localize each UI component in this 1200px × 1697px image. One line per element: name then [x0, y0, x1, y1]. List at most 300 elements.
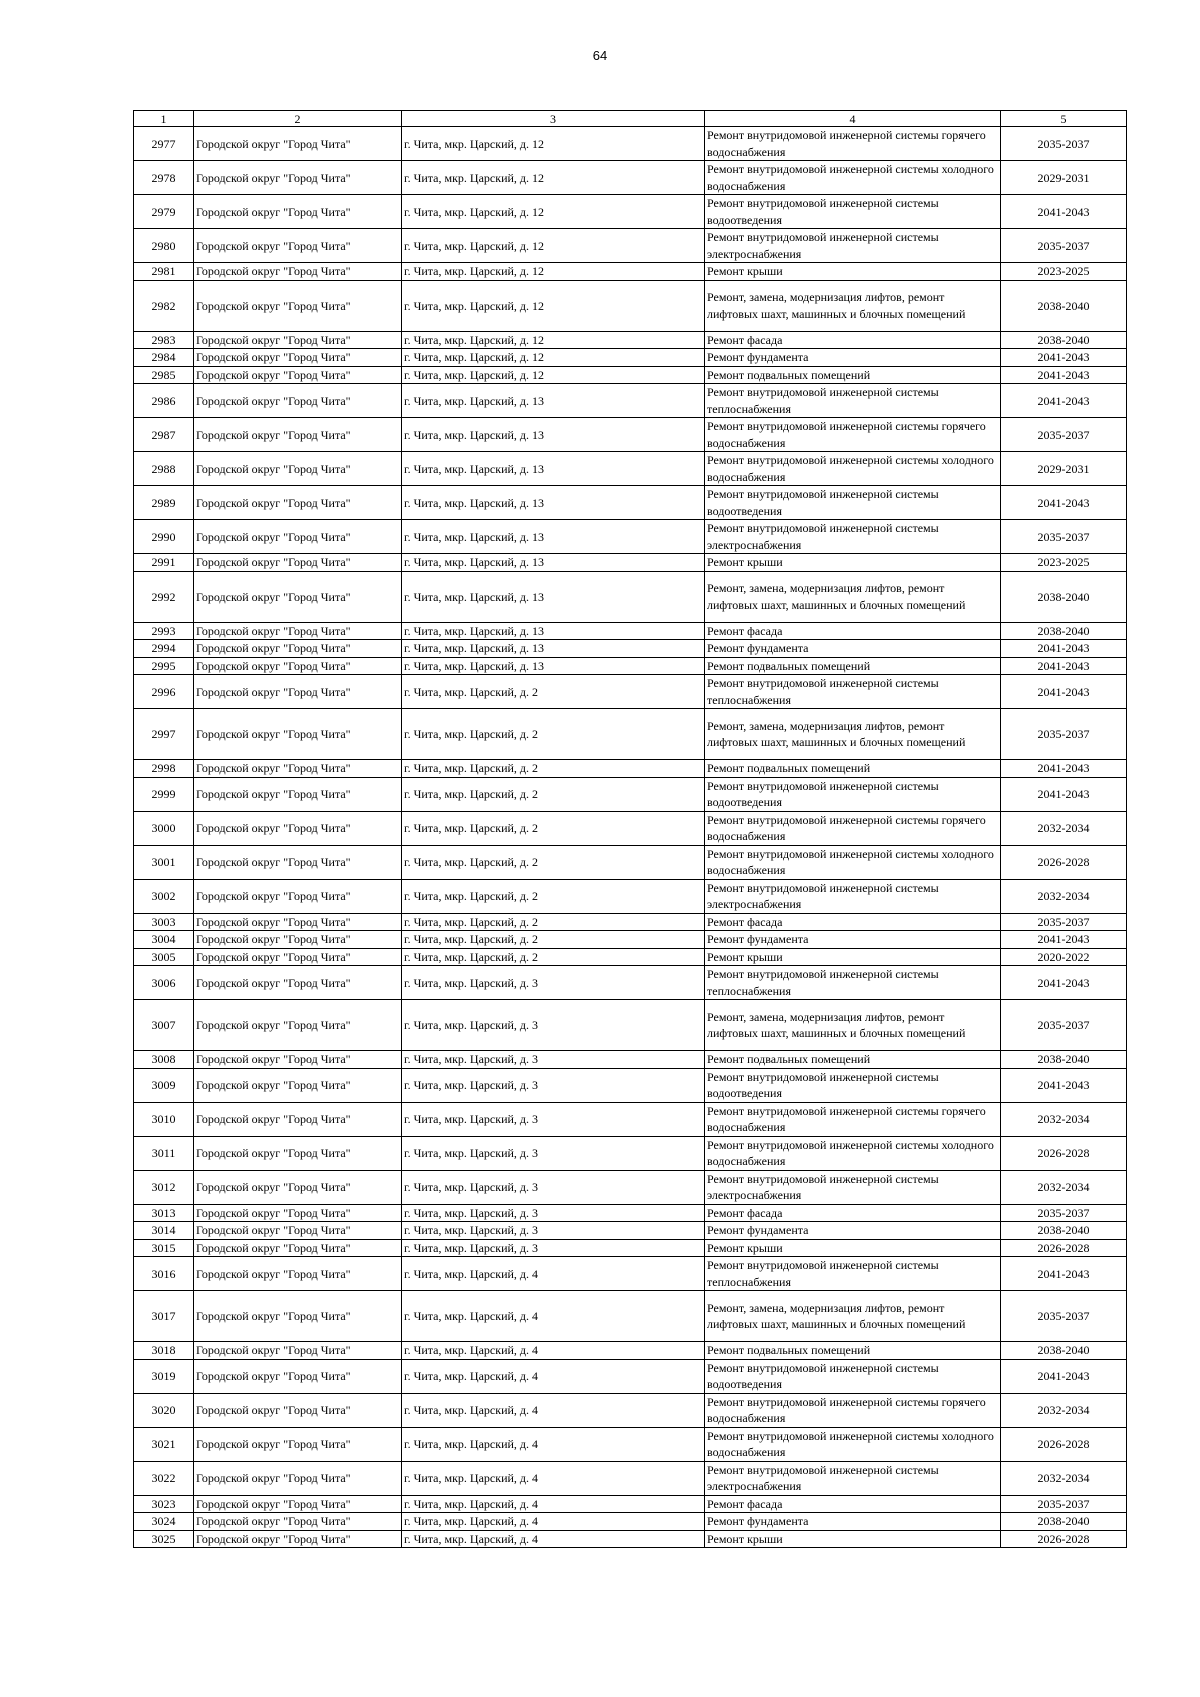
period-cell: 2041-2043	[1001, 1257, 1127, 1291]
period-cell: 2038-2040	[1001, 280, 1127, 331]
address-cell: г. Чита, мкр. Царский, д. 4	[402, 1393, 705, 1427]
municipality-cell: Городской округ "Город Чита"	[194, 1257, 402, 1291]
table-row	[134, 1359, 1127, 1393]
row-number-cell: 2996	[134, 675, 194, 709]
work-type-cell: Ремонт внутридомовой инженерной системы холодного водоснабжения	[705, 1136, 1001, 1170]
work-type-cell: Ремонт внутридомовой инженерной системы горячего водоснабжения	[705, 418, 1001, 452]
address-cell: г. Чита, мкр. Царский, д. 4	[402, 1291, 705, 1342]
work-type-cell: Ремонт внутридомовой инженерной системы электроснабжения	[705, 1170, 1001, 1204]
work-type-cell: Ремонт, замена, модернизация лифтов, ремонт лифтовых шахт, машинных и блочных помещений	[705, 1291, 1001, 1342]
row-number-cell: 2984	[134, 349, 194, 367]
table-row	[134, 1222, 1127, 1240]
period-cell: 2026-2028	[1001, 1530, 1127, 1548]
row-number-cell: 3019	[134, 1359, 194, 1393]
address-cell: г. Чита, мкр. Царский, д. 13	[402, 622, 705, 640]
column-header-2: 2	[194, 111, 402, 127]
municipality-cell: Городской округ "Город Чита"	[194, 879, 402, 913]
address-cell: г. Чита, мкр. Царский, д. 12	[402, 161, 705, 195]
row-number-cell: 3015	[134, 1239, 194, 1257]
table-row	[134, 1461, 1127, 1495]
work-type-cell: Ремонт крыши	[705, 1239, 1001, 1257]
table-row	[134, 554, 1127, 572]
address-cell: г. Чита, мкр. Царский, д. 13	[402, 452, 705, 486]
address-cell: г. Чита, мкр. Царский, д. 2	[402, 845, 705, 879]
column-header-1: 1	[134, 111, 194, 127]
table-row	[134, 280, 1127, 331]
address-cell: г. Чита, мкр. Царский, д. 4	[402, 1427, 705, 1461]
address-cell: г. Чита, мкр. Царский, д. 12	[402, 331, 705, 349]
address-cell: г. Чита, мкр. Царский, д. 13	[402, 486, 705, 520]
table-row	[134, 1068, 1127, 1102]
row-number-cell: 2979	[134, 195, 194, 229]
period-cell: 2032-2034	[1001, 811, 1127, 845]
table-row	[134, 1342, 1127, 1360]
work-type-cell: Ремонт внутридомовой инженерной системы горячего водоснабжения	[705, 1102, 1001, 1136]
municipality-cell: Городской округ "Город Чита"	[194, 384, 402, 418]
period-cell: 2032-2034	[1001, 1102, 1127, 1136]
municipality-cell: Городской округ "Город Чита"	[194, 161, 402, 195]
work-type-cell: Ремонт, замена, модернизация лифтов, ремонт лифтовых шахт, машинных и блочных помещений	[705, 571, 1001, 622]
municipality-cell: Городской округ "Город Чита"	[194, 1204, 402, 1222]
row-number-cell: 3000	[134, 811, 194, 845]
address-cell: г. Чита, мкр. Царский, д. 2	[402, 948, 705, 966]
table-row	[134, 1239, 1127, 1257]
table-row	[134, 760, 1127, 778]
period-cell: 2041-2043	[1001, 486, 1127, 520]
address-cell: г. Чита, мкр. Царский, д. 13	[402, 384, 705, 418]
table-row	[134, 1427, 1127, 1461]
table-row	[134, 349, 1127, 367]
address-cell: г. Чита, мкр. Царский, д. 2	[402, 709, 705, 760]
address-cell: г. Чита, мкр. Царский, д. 2	[402, 913, 705, 931]
address-cell: г. Чита, мкр. Царский, д. 2	[402, 879, 705, 913]
table-row	[134, 913, 1127, 931]
work-type-cell: Ремонт фундамента	[705, 1513, 1001, 1531]
municipality-cell: Городской округ "Город Чита"	[194, 948, 402, 966]
address-cell: г. Чита, мкр. Царский, д. 13	[402, 640, 705, 658]
table-row	[134, 1136, 1127, 1170]
address-cell: г. Чита, мкр. Царский, д. 3	[402, 1222, 705, 1240]
table-row	[134, 777, 1127, 811]
row-number-cell: 2999	[134, 777, 194, 811]
period-cell: 2041-2043	[1001, 366, 1127, 384]
address-cell: г. Чита, мкр. Царский, д. 3	[402, 1102, 705, 1136]
table-row	[134, 229, 1127, 263]
table-row	[134, 1291, 1127, 1342]
work-type-cell: Ремонт крыши	[705, 1530, 1001, 1548]
municipality-cell: Городской округ "Город Чита"	[194, 486, 402, 520]
table-row	[134, 366, 1127, 384]
period-cell: 2029-2031	[1001, 452, 1127, 486]
row-number-cell: 3020	[134, 1393, 194, 1427]
row-number-cell: 3013	[134, 1204, 194, 1222]
municipality-cell: Городской округ "Город Чита"	[194, 1222, 402, 1240]
row-number-cell: 2997	[134, 709, 194, 760]
period-cell: 2035-2037	[1001, 127, 1127, 161]
work-type-cell: Ремонт фундамента	[705, 931, 1001, 949]
municipality-cell: Городской округ "Город Чита"	[194, 622, 402, 640]
period-cell: 2035-2037	[1001, 913, 1127, 931]
work-type-cell: Ремонт фундамента	[705, 349, 1001, 367]
municipality-cell: Городской округ "Город Чита"	[194, 1291, 402, 1342]
period-cell: 2041-2043	[1001, 966, 1127, 1000]
work-type-cell: Ремонт внутридомовой инженерной системы водоотведения	[705, 486, 1001, 520]
row-number-cell: 2985	[134, 366, 194, 384]
address-cell: г. Чита, мкр. Царский, д. 3	[402, 1051, 705, 1069]
table-row	[134, 966, 1127, 1000]
work-type-cell: Ремонт внутридомовой инженерной системы электроснабжения	[705, 879, 1001, 913]
municipality-cell: Городской округ "Город Чита"	[194, 195, 402, 229]
period-cell: 2035-2037	[1001, 418, 1127, 452]
period-cell: 2035-2037	[1001, 709, 1127, 760]
address-cell: г. Чита, мкр. Царский, д. 2	[402, 811, 705, 845]
address-cell: г. Чита, мкр. Царский, д. 12	[402, 263, 705, 281]
row-number-cell: 2986	[134, 384, 194, 418]
work-type-cell: Ремонт внутридомовой инженерной системы теплоснабжения	[705, 966, 1001, 1000]
work-type-cell: Ремонт подвальных помещений	[705, 1051, 1001, 1069]
table-row	[134, 1393, 1127, 1427]
municipality-cell: Городской округ "Город Чита"	[194, 1495, 402, 1513]
address-cell: г. Чита, мкр. Царский, д. 13	[402, 520, 705, 554]
municipality-cell: Городской округ "Город Чита"	[194, 1051, 402, 1069]
row-number-cell: 3023	[134, 1495, 194, 1513]
table-row	[134, 418, 1127, 452]
table-row	[134, 1513, 1127, 1531]
work-type-cell: Ремонт внутридомовой инженерной системы водоотведения	[705, 777, 1001, 811]
work-type-cell: Ремонт внутридомовой инженерной системы теплоснабжения	[705, 1257, 1001, 1291]
work-type-cell: Ремонт внутридомовой инженерной системы холодного водоснабжения	[705, 161, 1001, 195]
municipality-cell: Городской округ "Город Чита"	[194, 349, 402, 367]
table-row	[134, 709, 1127, 760]
row-number-cell: 3006	[134, 966, 194, 1000]
work-type-cell: Ремонт фундамента	[705, 640, 1001, 658]
municipality-cell: Городской округ "Город Чита"	[194, 331, 402, 349]
municipality-cell: Городской округ "Город Чита"	[194, 1393, 402, 1427]
period-cell: 2023-2025	[1001, 263, 1127, 281]
table-row	[134, 571, 1127, 622]
table-row	[134, 879, 1127, 913]
row-number-cell: 3010	[134, 1102, 194, 1136]
address-cell: г. Чита, мкр. Царский, д. 12	[402, 127, 705, 161]
work-type-cell: Ремонт фасада	[705, 913, 1001, 931]
table-row	[134, 195, 1127, 229]
table-row	[134, 520, 1127, 554]
municipality-cell: Городской округ "Город Чита"	[194, 520, 402, 554]
table-row	[134, 127, 1127, 161]
municipality-cell: Городской округ "Город Чита"	[194, 1461, 402, 1495]
period-cell: 2041-2043	[1001, 777, 1127, 811]
period-cell: 2032-2034	[1001, 1170, 1127, 1204]
row-number-cell: 2981	[134, 263, 194, 281]
work-type-cell: Ремонт внутридомовой инженерной системы водоотведения	[705, 1359, 1001, 1393]
address-cell: г. Чита, мкр. Царский, д. 4	[402, 1461, 705, 1495]
municipality-cell: Городской округ "Город Чита"	[194, 913, 402, 931]
table-row	[134, 640, 1127, 658]
work-type-cell: Ремонт внутридомовой инженерной системы электроснабжения	[705, 520, 1001, 554]
period-cell: 2041-2043	[1001, 760, 1127, 778]
row-number-cell: 2988	[134, 452, 194, 486]
row-number-cell: 3017	[134, 1291, 194, 1342]
work-type-cell: Ремонт фундамента	[705, 1222, 1001, 1240]
address-cell: г. Чита, мкр. Царский, д. 13	[402, 657, 705, 675]
period-cell: 2035-2037	[1001, 1291, 1127, 1342]
row-number-cell: 3005	[134, 948, 194, 966]
municipality-cell: Городской округ "Город Чита"	[194, 280, 402, 331]
work-type-cell: Ремонт крыши	[705, 948, 1001, 966]
municipality-cell: Городской округ "Город Чита"	[194, 760, 402, 778]
work-type-cell: Ремонт, замена, модернизация лифтов, ремонт лифтовых шахт, машинных и блочных помещений	[705, 1000, 1001, 1051]
row-number-cell: 3011	[134, 1136, 194, 1170]
address-cell: г. Чита, мкр. Царский, д. 3	[402, 1000, 705, 1051]
period-cell: 2023-2025	[1001, 554, 1127, 572]
municipality-cell: Городской округ "Город Чита"	[194, 229, 402, 263]
table-row	[134, 486, 1127, 520]
work-type-cell: Ремонт внутридомовой инженерной системы водоотведения	[705, 195, 1001, 229]
municipality-cell: Городской округ "Город Чита"	[194, 845, 402, 879]
period-cell: 2035-2037	[1001, 520, 1127, 554]
row-number-cell: 2995	[134, 657, 194, 675]
address-cell: г. Чита, мкр. Царский, д. 3	[402, 1136, 705, 1170]
municipality-cell: Городской округ "Город Чита"	[194, 1427, 402, 1461]
row-number-cell: 3014	[134, 1222, 194, 1240]
column-header-5: 5	[1001, 111, 1127, 127]
municipality-cell: Городской округ "Город Чита"	[194, 1000, 402, 1051]
address-cell: г. Чита, мкр. Царский, д. 12	[402, 280, 705, 331]
address-cell: г. Чита, мкр. Царский, д. 4	[402, 1495, 705, 1513]
row-number-cell: 3018	[134, 1342, 194, 1360]
municipality-cell: Городской округ "Город Чита"	[194, 1342, 402, 1360]
address-cell: г. Чита, мкр. Царский, д. 4	[402, 1530, 705, 1548]
table-row	[134, 1000, 1127, 1051]
row-number-cell: 2977	[134, 127, 194, 161]
address-cell: г. Чита, мкр. Царский, д. 13	[402, 571, 705, 622]
period-cell: 2041-2043	[1001, 1359, 1127, 1393]
period-cell: 2032-2034	[1001, 1393, 1127, 1427]
period-cell: 2041-2043	[1001, 675, 1127, 709]
row-number-cell: 2989	[134, 486, 194, 520]
municipality-cell: Городской округ "Город Чита"	[194, 1239, 402, 1257]
work-type-cell: Ремонт внутридомовой инженерной системы электроснабжения	[705, 1461, 1001, 1495]
period-cell: 2041-2043	[1001, 195, 1127, 229]
table-header-row	[134, 111, 1127, 127]
address-cell: г. Чита, мкр. Царский, д. 4	[402, 1359, 705, 1393]
work-type-cell: Ремонт, замена, модернизация лифтов, ремонт лифтовых шахт, машинных и блочных помещений	[705, 709, 1001, 760]
work-type-cell: Ремонт, замена, модернизация лифтов, ремонт лифтовых шахт, машинных и блочных помещений	[705, 280, 1001, 331]
table-row	[134, 675, 1127, 709]
work-type-cell: Ремонт внутридомовой инженерной системы холодного водоснабжения	[705, 1427, 1001, 1461]
period-cell: 2029-2031	[1001, 161, 1127, 195]
work-type-cell: Ремонт крыши	[705, 263, 1001, 281]
row-number-cell: 3009	[134, 1068, 194, 1102]
table-row	[134, 331, 1127, 349]
municipality-cell: Городской округ "Город Чита"	[194, 966, 402, 1000]
table-row	[134, 1102, 1127, 1136]
row-number-cell: 3004	[134, 931, 194, 949]
address-cell: г. Чита, мкр. Царский, д. 2	[402, 675, 705, 709]
table-row	[134, 811, 1127, 845]
period-cell: 2026-2028	[1001, 1427, 1127, 1461]
table-row	[134, 452, 1127, 486]
row-number-cell: 3001	[134, 845, 194, 879]
period-cell: 2038-2040	[1001, 1342, 1127, 1360]
work-type-cell: Ремонт внутридомовой инженерной системы электроснабжения	[705, 229, 1001, 263]
table-row	[134, 1530, 1127, 1548]
table-row	[134, 931, 1127, 949]
period-cell: 2038-2040	[1001, 331, 1127, 349]
table-row	[134, 948, 1127, 966]
municipality-cell: Городской округ "Город Чита"	[194, 418, 402, 452]
address-cell: г. Чита, мкр. Царский, д. 4	[402, 1342, 705, 1360]
row-number-cell: 2983	[134, 331, 194, 349]
municipality-cell: Городской округ "Город Чита"	[194, 1170, 402, 1204]
address-cell: г. Чита, мкр. Царский, д. 12	[402, 349, 705, 367]
table-row	[134, 622, 1127, 640]
page-number: 64	[592, 48, 608, 63]
work-type-cell: Ремонт внутридомовой инженерной системы горячего водоснабжения	[705, 811, 1001, 845]
municipality-cell: Городской округ "Город Чита"	[194, 366, 402, 384]
work-type-cell: Ремонт внутридомовой инженерной системы холодного водоснабжения	[705, 845, 1001, 879]
address-cell: г. Чита, мкр. Царский, д. 2	[402, 760, 705, 778]
work-type-cell: Ремонт подвальных помещений	[705, 657, 1001, 675]
row-number-cell: 3008	[134, 1051, 194, 1069]
period-cell: 2026-2028	[1001, 845, 1127, 879]
table-row	[134, 1495, 1127, 1513]
municipality-cell: Городской округ "Город Чита"	[194, 127, 402, 161]
column-header-3: 3	[402, 111, 705, 127]
row-number-cell: 3021	[134, 1427, 194, 1461]
address-cell: г. Чита, мкр. Царский, д. 4	[402, 1513, 705, 1531]
municipality-cell: Городской округ "Город Чита"	[194, 709, 402, 760]
period-cell: 2038-2040	[1001, 1222, 1127, 1240]
row-number-cell: 2987	[134, 418, 194, 452]
period-cell: 2038-2040	[1001, 571, 1127, 622]
work-type-cell: Ремонт внутридомовой инженерной системы горячего водоснабжения	[705, 127, 1001, 161]
municipality-cell: Городской округ "Город Чита"	[194, 811, 402, 845]
table-row	[134, 161, 1127, 195]
row-number-cell: 2998	[134, 760, 194, 778]
period-cell: 2035-2037	[1001, 1000, 1127, 1051]
period-cell: 2038-2040	[1001, 1513, 1127, 1531]
row-number-cell: 2982	[134, 280, 194, 331]
municipality-cell: Городской округ "Город Чита"	[194, 675, 402, 709]
address-cell: г. Чита, мкр. Царский, д. 13	[402, 554, 705, 572]
work-type-cell: Ремонт внутридомовой инженерной системы теплоснабжения	[705, 675, 1001, 709]
row-number-cell: 2992	[134, 571, 194, 622]
period-cell: 2041-2043	[1001, 384, 1127, 418]
table-row	[134, 384, 1127, 418]
row-number-cell: 3012	[134, 1170, 194, 1204]
work-type-cell: Ремонт внутридомовой инженерной системы горячего водоснабжения	[705, 1393, 1001, 1427]
address-cell: г. Чита, мкр. Царский, д. 4	[402, 1257, 705, 1291]
address-cell: г. Чита, мкр. Царский, д. 3	[402, 1170, 705, 1204]
work-type-cell: Ремонт фасада	[705, 622, 1001, 640]
row-number-cell: 2991	[134, 554, 194, 572]
municipality-cell: Городской округ "Город Чита"	[194, 452, 402, 486]
period-cell: 2038-2040	[1001, 622, 1127, 640]
address-cell: г. Чита, мкр. Царский, д. 3	[402, 966, 705, 1000]
municipality-cell: Городской округ "Город Чита"	[194, 777, 402, 811]
work-type-cell: Ремонт внутридомовой инженерной системы водоотведения	[705, 1068, 1001, 1102]
row-number-cell: 2993	[134, 622, 194, 640]
period-cell: 2035-2037	[1001, 1204, 1127, 1222]
period-cell: 2032-2034	[1001, 879, 1127, 913]
address-cell: г. Чита, мкр. Царский, д. 2	[402, 931, 705, 949]
table-row	[134, 1051, 1127, 1069]
work-type-cell: Ремонт подвальных помещений	[705, 1342, 1001, 1360]
address-cell: г. Чита, мкр. Царский, д. 3	[402, 1068, 705, 1102]
address-cell: г. Чита, мкр. Царский, д. 3	[402, 1239, 705, 1257]
period-cell: 2041-2043	[1001, 931, 1127, 949]
table-row	[134, 657, 1127, 675]
period-cell: 2020-2022	[1001, 948, 1127, 966]
table-row	[134, 1204, 1127, 1222]
row-number-cell: 3003	[134, 913, 194, 931]
municipality-cell: Городской округ "Город Чита"	[194, 571, 402, 622]
work-type-cell: Ремонт подвальных помещений	[705, 366, 1001, 384]
work-type-cell: Ремонт фасада	[705, 1495, 1001, 1513]
municipality-cell: Городской округ "Город Чита"	[194, 1359, 402, 1393]
municipality-cell: Городской округ "Город Чита"	[194, 1530, 402, 1548]
row-number-cell: 2990	[134, 520, 194, 554]
work-type-cell: Ремонт фасада	[705, 1204, 1001, 1222]
row-number-cell: 2978	[134, 161, 194, 195]
address-cell: г. Чита, мкр. Царский, д. 13	[402, 418, 705, 452]
table-body	[134, 127, 1127, 1548]
address-cell: г. Чита, мкр. Царский, д. 12	[402, 195, 705, 229]
period-cell: 2035-2037	[1001, 1495, 1127, 1513]
address-cell: г. Чита, мкр. Царский, д. 12	[402, 229, 705, 263]
period-cell: 2038-2040	[1001, 1051, 1127, 1069]
period-cell: 2041-2043	[1001, 1068, 1127, 1102]
address-cell: г. Чита, мкр. Царский, д. 12	[402, 366, 705, 384]
row-number-cell: 3002	[134, 879, 194, 913]
municipality-cell: Городской округ "Город Чита"	[194, 1513, 402, 1531]
work-type-cell: Ремонт внутридомовой инженерной системы холодного водоснабжения	[705, 452, 1001, 486]
table-row	[134, 1257, 1127, 1291]
address-cell: г. Чита, мкр. Царский, д. 3	[402, 1204, 705, 1222]
municipality-cell: Городской округ "Город Чита"	[194, 640, 402, 658]
table-row	[134, 1170, 1127, 1204]
municipality-cell: Городской округ "Город Чита"	[194, 1068, 402, 1102]
row-number-cell: 3025	[134, 1530, 194, 1548]
row-number-cell: 3016	[134, 1257, 194, 1291]
row-number-cell: 2994	[134, 640, 194, 658]
period-cell: 2026-2028	[1001, 1136, 1127, 1170]
municipality-cell: Городской округ "Город Чита"	[194, 1136, 402, 1170]
period-cell: 2041-2043	[1001, 657, 1127, 675]
period-cell: 2026-2028	[1001, 1239, 1127, 1257]
municipality-cell: Городской округ "Город Чита"	[194, 931, 402, 949]
table-row	[134, 845, 1127, 879]
municipality-cell: Городской округ "Город Чита"	[194, 263, 402, 281]
period-cell: 2035-2037	[1001, 229, 1127, 263]
address-cell: г. Чита, мкр. Царский, д. 2	[402, 777, 705, 811]
work-type-cell: Ремонт подвальных помещений	[705, 760, 1001, 778]
municipality-cell: Городской округ "Город Чита"	[194, 657, 402, 675]
repair-schedule-table	[133, 110, 1127, 1548]
period-cell: 2032-2034	[1001, 1461, 1127, 1495]
table-row	[134, 263, 1127, 281]
work-type-cell: Ремонт внутридомовой инженерной системы теплоснабжения	[705, 384, 1001, 418]
period-cell: 2041-2043	[1001, 640, 1127, 658]
row-number-cell: 3007	[134, 1000, 194, 1051]
work-type-cell: Ремонт крыши	[705, 554, 1001, 572]
column-header-4: 4	[705, 111, 1001, 127]
municipality-cell: Городской округ "Город Чита"	[194, 554, 402, 572]
row-number-cell: 3024	[134, 1513, 194, 1531]
municipality-cell: Городской округ "Город Чита"	[194, 1102, 402, 1136]
row-number-cell: 3022	[134, 1461, 194, 1495]
